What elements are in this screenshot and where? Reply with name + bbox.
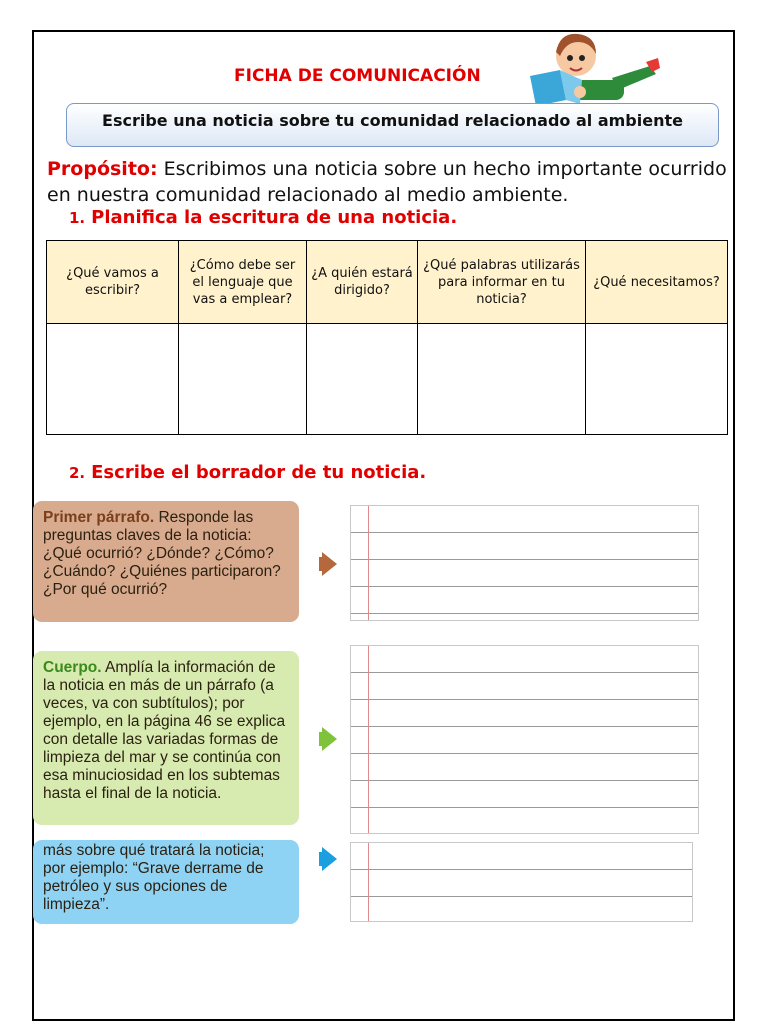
first-paragraph-writing-lines[interactable] [350,505,699,621]
answer-cell-what[interactable] [47,324,179,435]
purpose-paragraph [47,156,727,208]
headline-box [33,840,299,924]
margin-line [368,843,369,921]
arrow-right-icon-2 [322,727,337,751]
planning-table-header-row [47,241,728,324]
page-title: FICHA DE COMUNICACIÓN [234,66,481,86]
instruction-banner [66,103,719,147]
margin-line [368,506,369,620]
body-lead: Cuerpo. [43,659,102,676]
first-paragraph-box [33,501,299,622]
body-text: Amplía la información de la noticia en más de un párrafo (a veces, va con subtítulos); por ejemplo, en la página 46 se explica con detalle las variadas formas de limpieza del mar y se continúa con esa minuciosidad en los subtemas hasta el final de la noticia. [43,659,286,802]
step-1-text: Planifica la escritura de una noticia. [91,207,458,228]
arrow-right-icon-3 [322,847,337,871]
step-2-number: 2. [69,464,86,482]
planning-table-answer-row [47,324,728,435]
step-1-number: 1. [69,209,86,227]
margin-line [368,646,369,833]
step-1-heading [69,207,457,228]
answer-cell-words[interactable] [418,324,586,435]
step-2-heading [69,462,426,483]
body-box [33,651,299,825]
headline-writing-lines[interactable] [350,842,693,922]
planning-table [46,240,728,435]
header-cell-audience: ¿A quién estará dirigido? [307,241,418,324]
step-2-text: Escribe el borrador de tu noticia. [91,462,427,483]
purpose-label: Propósito: [47,158,158,180]
boy-reading-illustration [520,28,660,108]
instruction-text: Escribe una noticia sobre tu comunidad relacionado al ambiente [102,111,683,130]
first-paragraph-lead: Primer párrafo. [43,509,155,526]
header-cell-what: ¿Qué vamos a escribir? [47,241,179,324]
body-writing-lines[interactable] [350,645,699,834]
header-cell-language: ¿Cómo debe ser el lenguaje que vas a emplear? [179,241,307,324]
answer-cell-language[interactable] [179,324,307,435]
first-paragraph-text: Responde las preguntas claves de la noticia: ¿Qué ocurrió? ¿Dónde? ¿Cómo? ¿Cuándo? ¿Quiénes participaron? ¿Por qué ocurrió? [43,509,281,598]
answer-cell-audience[interactable] [307,324,418,435]
header-cell-needs: ¿Qué necesitamos? [586,241,728,324]
headline-text: más sobre qué tratará la noticia; por ejemplo: “Grave derrame de petróleo y sus opciones de limpieza”. [43,842,265,913]
answer-cell-needs[interactable] [586,324,728,435]
title-area [200,60,530,90]
purpose-text: Escribimos una noticia sobre un hecho importante ocurrido en nuestra comunidad relacionado al medio ambiente. [47,158,727,206]
arrow-right-icon-1 [322,552,337,576]
header-cell-words: ¿Qué palabras utilizarás para informar en tu noticia? [418,241,586,324]
